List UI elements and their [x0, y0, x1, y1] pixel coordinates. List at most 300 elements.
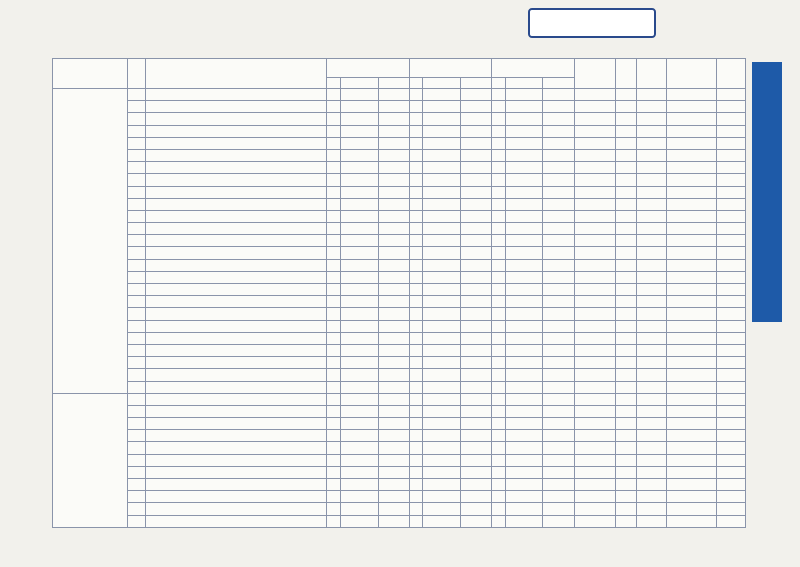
table-cell: [505, 235, 543, 247]
table-cell: [574, 381, 616, 393]
table-cell: [616, 369, 637, 381]
table-row: [53, 296, 746, 308]
table-cell: [327, 235, 341, 247]
table-row: [53, 284, 746, 296]
table-row: [53, 357, 746, 369]
table-cell: [327, 162, 341, 174]
table-cell: [492, 89, 506, 101]
school-code-cell: [128, 503, 146, 515]
table-cell: [616, 284, 637, 296]
table-cell: [327, 113, 341, 125]
table-cell: [543, 320, 574, 332]
table-cell: [666, 308, 716, 320]
table-cell: [637, 405, 666, 417]
table-cell: [409, 186, 423, 198]
table-cell: [716, 271, 745, 283]
table-cell: [492, 308, 506, 320]
table-cell: [327, 186, 341, 198]
school-name-cell: [145, 162, 327, 174]
table-cell: [616, 186, 637, 198]
table-cell: [637, 491, 666, 503]
table-cell: [716, 174, 745, 186]
table-row: [53, 198, 746, 210]
school-name-cell: [145, 210, 327, 222]
table-cell: [409, 259, 423, 271]
table-cell: [666, 418, 716, 430]
table-cell: [716, 198, 745, 210]
table-cell: [574, 113, 616, 125]
table-cell: [666, 125, 716, 137]
table-cell: [666, 259, 716, 271]
table-row: [53, 308, 746, 320]
table-cell: [341, 198, 379, 210]
table-cell: [461, 162, 492, 174]
table-cell: [574, 344, 616, 356]
table-cell: [574, 259, 616, 271]
table-cell: [574, 247, 616, 259]
school-name-cell: [145, 101, 327, 113]
table-cell: [492, 174, 506, 186]
table-cell: [616, 247, 637, 259]
school-name-cell: [145, 479, 327, 491]
school-name-cell: [145, 405, 327, 417]
school-code-cell: [128, 125, 146, 137]
table-cell: [409, 515, 423, 527]
table-cell: [423, 284, 461, 296]
table-cell: [543, 344, 574, 356]
table-cell: [492, 454, 506, 466]
table-cell: [543, 503, 574, 515]
table-cell: [505, 113, 543, 125]
table-cell: [616, 259, 637, 271]
table-body: [53, 89, 746, 528]
school-code-cell: [128, 466, 146, 478]
table-cell: [616, 320, 637, 332]
table-cell: [505, 405, 543, 417]
school-name-cell: [145, 308, 327, 320]
table-row: [53, 332, 746, 344]
table-cell: [666, 113, 716, 125]
table-cell: [327, 271, 341, 283]
table-cell: [461, 418, 492, 430]
table-cell: [616, 405, 637, 417]
table-cell: [423, 332, 461, 344]
table-cell: [341, 137, 379, 149]
school-code-cell: [128, 430, 146, 442]
table-cell: [543, 454, 574, 466]
table-cell: [423, 113, 461, 125]
table-cell: [574, 137, 616, 149]
table-cell: [327, 466, 341, 478]
table-cell: [716, 235, 745, 247]
table-cell: [492, 381, 506, 393]
table-cell: [409, 198, 423, 210]
table-cell: [461, 149, 492, 161]
school-name-cell: [145, 247, 327, 259]
table-cell: [616, 515, 637, 527]
table-cell: [616, 162, 637, 174]
table-cell: [341, 430, 379, 442]
table-cell: [574, 235, 616, 247]
table-cell: [341, 442, 379, 454]
table-cell: [666, 284, 716, 296]
school-code-cell: [128, 381, 146, 393]
table-cell: [327, 442, 341, 454]
table-cell: [327, 198, 341, 210]
table-cell: [716, 332, 745, 344]
table-cell: [409, 174, 423, 186]
table-cell: [574, 284, 616, 296]
table-cell: [409, 162, 423, 174]
table-cell: [378, 515, 409, 527]
school-code-cell: [128, 442, 146, 454]
school-name-cell: [145, 186, 327, 198]
table-cell: [341, 174, 379, 186]
table-cell: [505, 149, 543, 161]
table-cell: [543, 247, 574, 259]
table-cell: [574, 357, 616, 369]
table-cell: [716, 393, 745, 405]
table-cell: [461, 381, 492, 393]
table-row: [53, 442, 746, 454]
table-cell: [461, 454, 492, 466]
table-cell: [378, 174, 409, 186]
table-cell: [409, 296, 423, 308]
table-cell: [461, 503, 492, 515]
table-cell: [716, 101, 745, 113]
table-cell: [492, 247, 506, 259]
table-cell: [574, 491, 616, 503]
table-cell: [616, 113, 637, 125]
table-cell: [543, 284, 574, 296]
table-cell: [341, 125, 379, 137]
school-name-cell: [145, 393, 327, 405]
school-code-cell: [128, 247, 146, 259]
table-cell: [492, 149, 506, 161]
table-cell: [492, 357, 506, 369]
table-cell: [543, 430, 574, 442]
section-stamp: [528, 8, 656, 38]
table-cell: [637, 149, 666, 161]
table-cell: [716, 162, 745, 174]
table-cell: [423, 162, 461, 174]
table-cell: [666, 393, 716, 405]
table-cell: [574, 210, 616, 222]
table-cell: [616, 125, 637, 137]
table-cell: [574, 198, 616, 210]
table-cell: [505, 125, 543, 137]
table-row: [53, 344, 746, 356]
table-cell: [716, 503, 745, 515]
table-row: [53, 515, 746, 527]
table-cell: [327, 479, 341, 491]
table-row: [53, 271, 746, 283]
table-cell: [461, 332, 492, 344]
table-cell: [574, 308, 616, 320]
table-cell: [666, 101, 716, 113]
table-cell: [616, 308, 637, 320]
table-cell: [341, 344, 379, 356]
table-cell: [637, 393, 666, 405]
rank-range-cell: [53, 89, 128, 394]
table-cell: [378, 332, 409, 344]
table-cell: [492, 479, 506, 491]
table-cell: [666, 344, 716, 356]
table-row: [53, 113, 746, 125]
table-cell: [341, 210, 379, 222]
table-cell: [423, 320, 461, 332]
table-cell: [637, 357, 666, 369]
table-cell: [409, 442, 423, 454]
table-cell: [616, 357, 637, 369]
table-cell: [378, 466, 409, 478]
table-cell: [666, 503, 716, 515]
col-header-location: [637, 59, 666, 89]
table-cell: [505, 418, 543, 430]
table-row: [53, 89, 746, 101]
table-cell: [492, 210, 506, 222]
table-row: [53, 210, 746, 222]
table-cell: [637, 198, 666, 210]
table-cell: [378, 247, 409, 259]
table-cell: [543, 515, 574, 527]
table-cell: [574, 405, 616, 417]
table-cell: [423, 210, 461, 222]
table-cell: [378, 259, 409, 271]
header-row-1: [53, 59, 746, 78]
school-name-cell: [145, 149, 327, 161]
table-cell: [666, 466, 716, 478]
table-cell: [666, 174, 716, 186]
table-cell: [461, 515, 492, 527]
table-cell: [327, 125, 341, 137]
school-code-cell: [128, 174, 146, 186]
table-cell: [637, 454, 666, 466]
table-cell: [327, 210, 341, 222]
table-cell: [409, 137, 423, 149]
table-cell: [341, 466, 379, 478]
table-cell: [616, 235, 637, 247]
table-cell: [341, 284, 379, 296]
table-cell: [616, 198, 637, 210]
table-cell: [341, 223, 379, 235]
school-code-cell: [128, 186, 146, 198]
table-cell: [409, 503, 423, 515]
table-cell: [423, 101, 461, 113]
school-name-cell: [145, 89, 327, 101]
table-cell: [716, 296, 745, 308]
school-code-cell: [128, 357, 146, 369]
table-cell: [716, 369, 745, 381]
table-cell: [716, 259, 745, 271]
table-cell: [716, 479, 745, 491]
table-row: [53, 174, 746, 186]
col-header-rank: [53, 59, 128, 89]
table-cell: [461, 405, 492, 417]
table-cell: [666, 137, 716, 149]
table-cell: [492, 332, 506, 344]
table-cell: [461, 296, 492, 308]
table-cell: [505, 442, 543, 454]
table-cell: [505, 223, 543, 235]
col-header-2021: [492, 59, 574, 78]
table-cell: [409, 284, 423, 296]
table-cell: [716, 125, 745, 137]
table-cell: [616, 503, 637, 515]
table-cell: [637, 186, 666, 198]
table-cell: [616, 210, 637, 222]
school-code-cell: [128, 113, 146, 125]
table-cell: [666, 210, 716, 222]
table-cell: [423, 466, 461, 478]
table-cell: [461, 247, 492, 259]
table-cell: [378, 296, 409, 308]
table-cell: [505, 101, 543, 113]
table-cell: [492, 491, 506, 503]
table-cell: [666, 357, 716, 369]
table-cell: [505, 296, 543, 308]
table-cell: [505, 344, 543, 356]
table-cell: [716, 186, 745, 198]
table-cell: [716, 405, 745, 417]
table-cell: [637, 113, 666, 125]
table-cell: [423, 405, 461, 417]
school-code-cell: [128, 259, 146, 271]
table-cell: [341, 320, 379, 332]
table-cell: [543, 198, 574, 210]
table-cell: [378, 198, 409, 210]
table-cell: [423, 223, 461, 235]
table-cell: [666, 381, 716, 393]
table-cell: [716, 466, 745, 478]
table-cell: [378, 210, 409, 222]
table-cell: [423, 259, 461, 271]
table-cell: [327, 320, 341, 332]
table-cell: [616, 381, 637, 393]
table-cell: [666, 186, 716, 198]
school-code-cell: [128, 101, 146, 113]
table-cell: [341, 454, 379, 466]
table-cell: [461, 284, 492, 296]
table-cell: [574, 101, 616, 113]
table-cell: [666, 223, 716, 235]
table-cell: [505, 162, 543, 174]
table-cell: [378, 344, 409, 356]
table-row: [53, 418, 746, 430]
table-cell: [409, 405, 423, 417]
table-cell: [574, 466, 616, 478]
table-cell: [327, 369, 341, 381]
col-header-type: [716, 59, 745, 89]
table-cell: [574, 369, 616, 381]
table-cell: [423, 479, 461, 491]
table-cell: [423, 308, 461, 320]
table-cell: [409, 479, 423, 491]
table-cell: [492, 430, 506, 442]
table-row: [53, 186, 746, 198]
table-cell: [378, 113, 409, 125]
table-cell: [505, 466, 543, 478]
table-cell: [505, 430, 543, 442]
table-cell: [492, 235, 506, 247]
table-cell: [378, 271, 409, 283]
table-cell: [543, 174, 574, 186]
table-cell: [378, 454, 409, 466]
table-cell: [716, 454, 745, 466]
school-name-cell: [145, 320, 327, 332]
table-cell: [505, 454, 543, 466]
table-cell: [716, 418, 745, 430]
table-cell: [492, 198, 506, 210]
table-cell: [666, 247, 716, 259]
table-cell: [327, 174, 341, 186]
table-cell: [378, 393, 409, 405]
school-name-cell: [145, 332, 327, 344]
table-cell: [409, 357, 423, 369]
table-cell: [637, 296, 666, 308]
table-cell: [505, 198, 543, 210]
table-cell: [409, 125, 423, 137]
table-cell: [327, 344, 341, 356]
table-cell: [461, 357, 492, 369]
table-cell: [461, 235, 492, 247]
table-cell: [341, 113, 379, 125]
table-cell: [637, 101, 666, 113]
table-cell: [616, 137, 637, 149]
table-cell: [492, 503, 506, 515]
table-cell: [492, 418, 506, 430]
table-cell: [616, 296, 637, 308]
table-cell: [341, 491, 379, 503]
table-cell: [637, 344, 666, 356]
table-cell: [341, 515, 379, 527]
table-cell: [666, 369, 716, 381]
table-cell: [492, 284, 506, 296]
table-cell: [505, 381, 543, 393]
table-cell: [461, 186, 492, 198]
table-cell: [492, 393, 506, 405]
table-cell: [616, 430, 637, 442]
table-cell: [543, 418, 574, 430]
table-cell: [327, 454, 341, 466]
table-cell: [341, 101, 379, 113]
table-cell: [423, 357, 461, 369]
table-cell: [543, 259, 574, 271]
table-cell: [423, 503, 461, 515]
table-cell: [543, 466, 574, 478]
table-cell: [716, 308, 745, 320]
table-cell: [543, 162, 574, 174]
table-cell: [378, 405, 409, 417]
table-cell: [327, 149, 341, 161]
table-cell: [574, 162, 616, 174]
table-cell: [716, 223, 745, 235]
table-cell: [716, 247, 745, 259]
table-cell: [716, 137, 745, 149]
school-name-cell: [145, 491, 327, 503]
table-cell: [492, 162, 506, 174]
table-cell: [574, 89, 616, 101]
school-name-cell: [145, 381, 327, 393]
table-cell: [423, 149, 461, 161]
table-cell: [543, 186, 574, 198]
table-cell: [423, 186, 461, 198]
school-name-cell: [145, 271, 327, 283]
table-cell: [637, 369, 666, 381]
table-cell: [461, 125, 492, 137]
table-cell: [378, 284, 409, 296]
school-code-cell: [128, 515, 146, 527]
